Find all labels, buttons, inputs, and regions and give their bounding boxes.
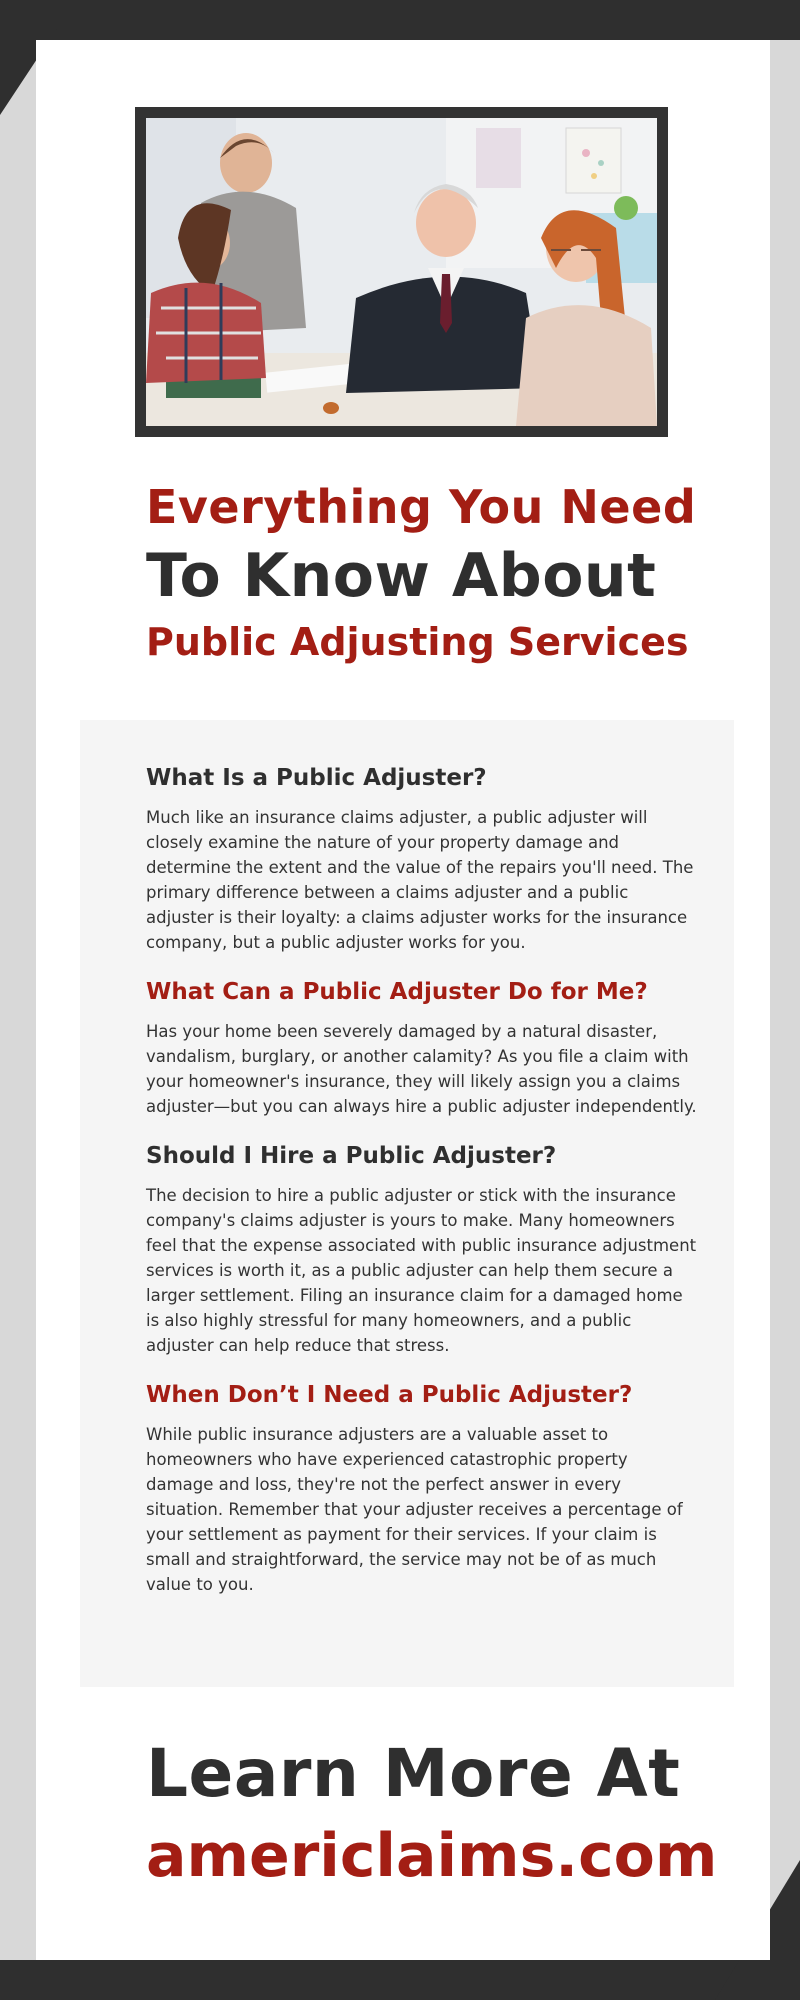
cta-website-link[interactable]: americlaims.com — [146, 1821, 718, 1891]
section-should-i-hire — [146, 1141, 698, 1358]
bottom-border-bar — [0, 1960, 800, 2000]
section-what-can-adjuster-do — [146, 977, 698, 1119]
headline-line-3: Public Adjusting Services — [146, 620, 689, 664]
cta-line-1: Learn More At — [146, 1735, 681, 1812]
section-heading: Should I Hire a Public Adjuster? — [146, 1143, 557, 1169]
call-to-action — [146, 1732, 746, 1896]
section-body: The decision to hire a public adjuster or stick with the insurance company's claims adjuster is yours to make. Many homeowners feel that the expense associated with public insurance adjustment services is worth it, as a public adjuster can help them secure a larger settlement. Filing an insurance claim for a damaged home is also highly stressful for many homeowners, and a public adjuster can help reduce that stress. — [146, 1186, 697, 1355]
section-body: Has your home been severely damaged by a natural disaster, vandalism, burglary, or another calamity? As you file a claim with your homeowner's insurance, they will likely assign you a claims adjuster—but you can always hire a public adjuster independently. — [146, 1022, 697, 1116]
section-body: While public insurance adjusters are a valuable asset to homeowners who have experienced catastrophic property damage and loss, they're not the perfect answer in every situation. Remember that your adjuster receives a percentage of your settlement as payment for their services. If your claim is small and straightforward, the service may not be of as much value to you. — [146, 1425, 683, 1594]
content-panel — [80, 720, 734, 1687]
section-heading: What Can a Public Adjuster Do for Me? — [146, 979, 648, 1005]
headline — [146, 478, 706, 668]
hero-photo-illustration — [146, 118, 657, 426]
content-sections — [146, 763, 698, 1619]
section-body: Much like an insurance claims adjuster, a public adjuster will closely examine the nature of your property damage and determine the extent and the value of the repairs you'll need. The primary difference between a claims adjuster and a public adjuster is their loyalty: a claims adjuster works for the insurance company, but a public adjuster works for you. — [146, 808, 694, 952]
section-when-dont-i-need — [146, 1380, 698, 1597]
hero-photo-frame — [135, 107, 668, 437]
section-heading: When Don’t I Need a Public Adjuster? — [146, 1382, 633, 1408]
section-what-is-public-adjuster — [146, 763, 698, 955]
top-border-bar — [0, 0, 800, 40]
hero-photo — [146, 118, 657, 426]
section-heading: What Is a Public Adjuster? — [146, 765, 487, 791]
headline-line-1: Everything You Need — [146, 480, 697, 534]
headline-line-2: To Know About — [146, 541, 657, 611]
